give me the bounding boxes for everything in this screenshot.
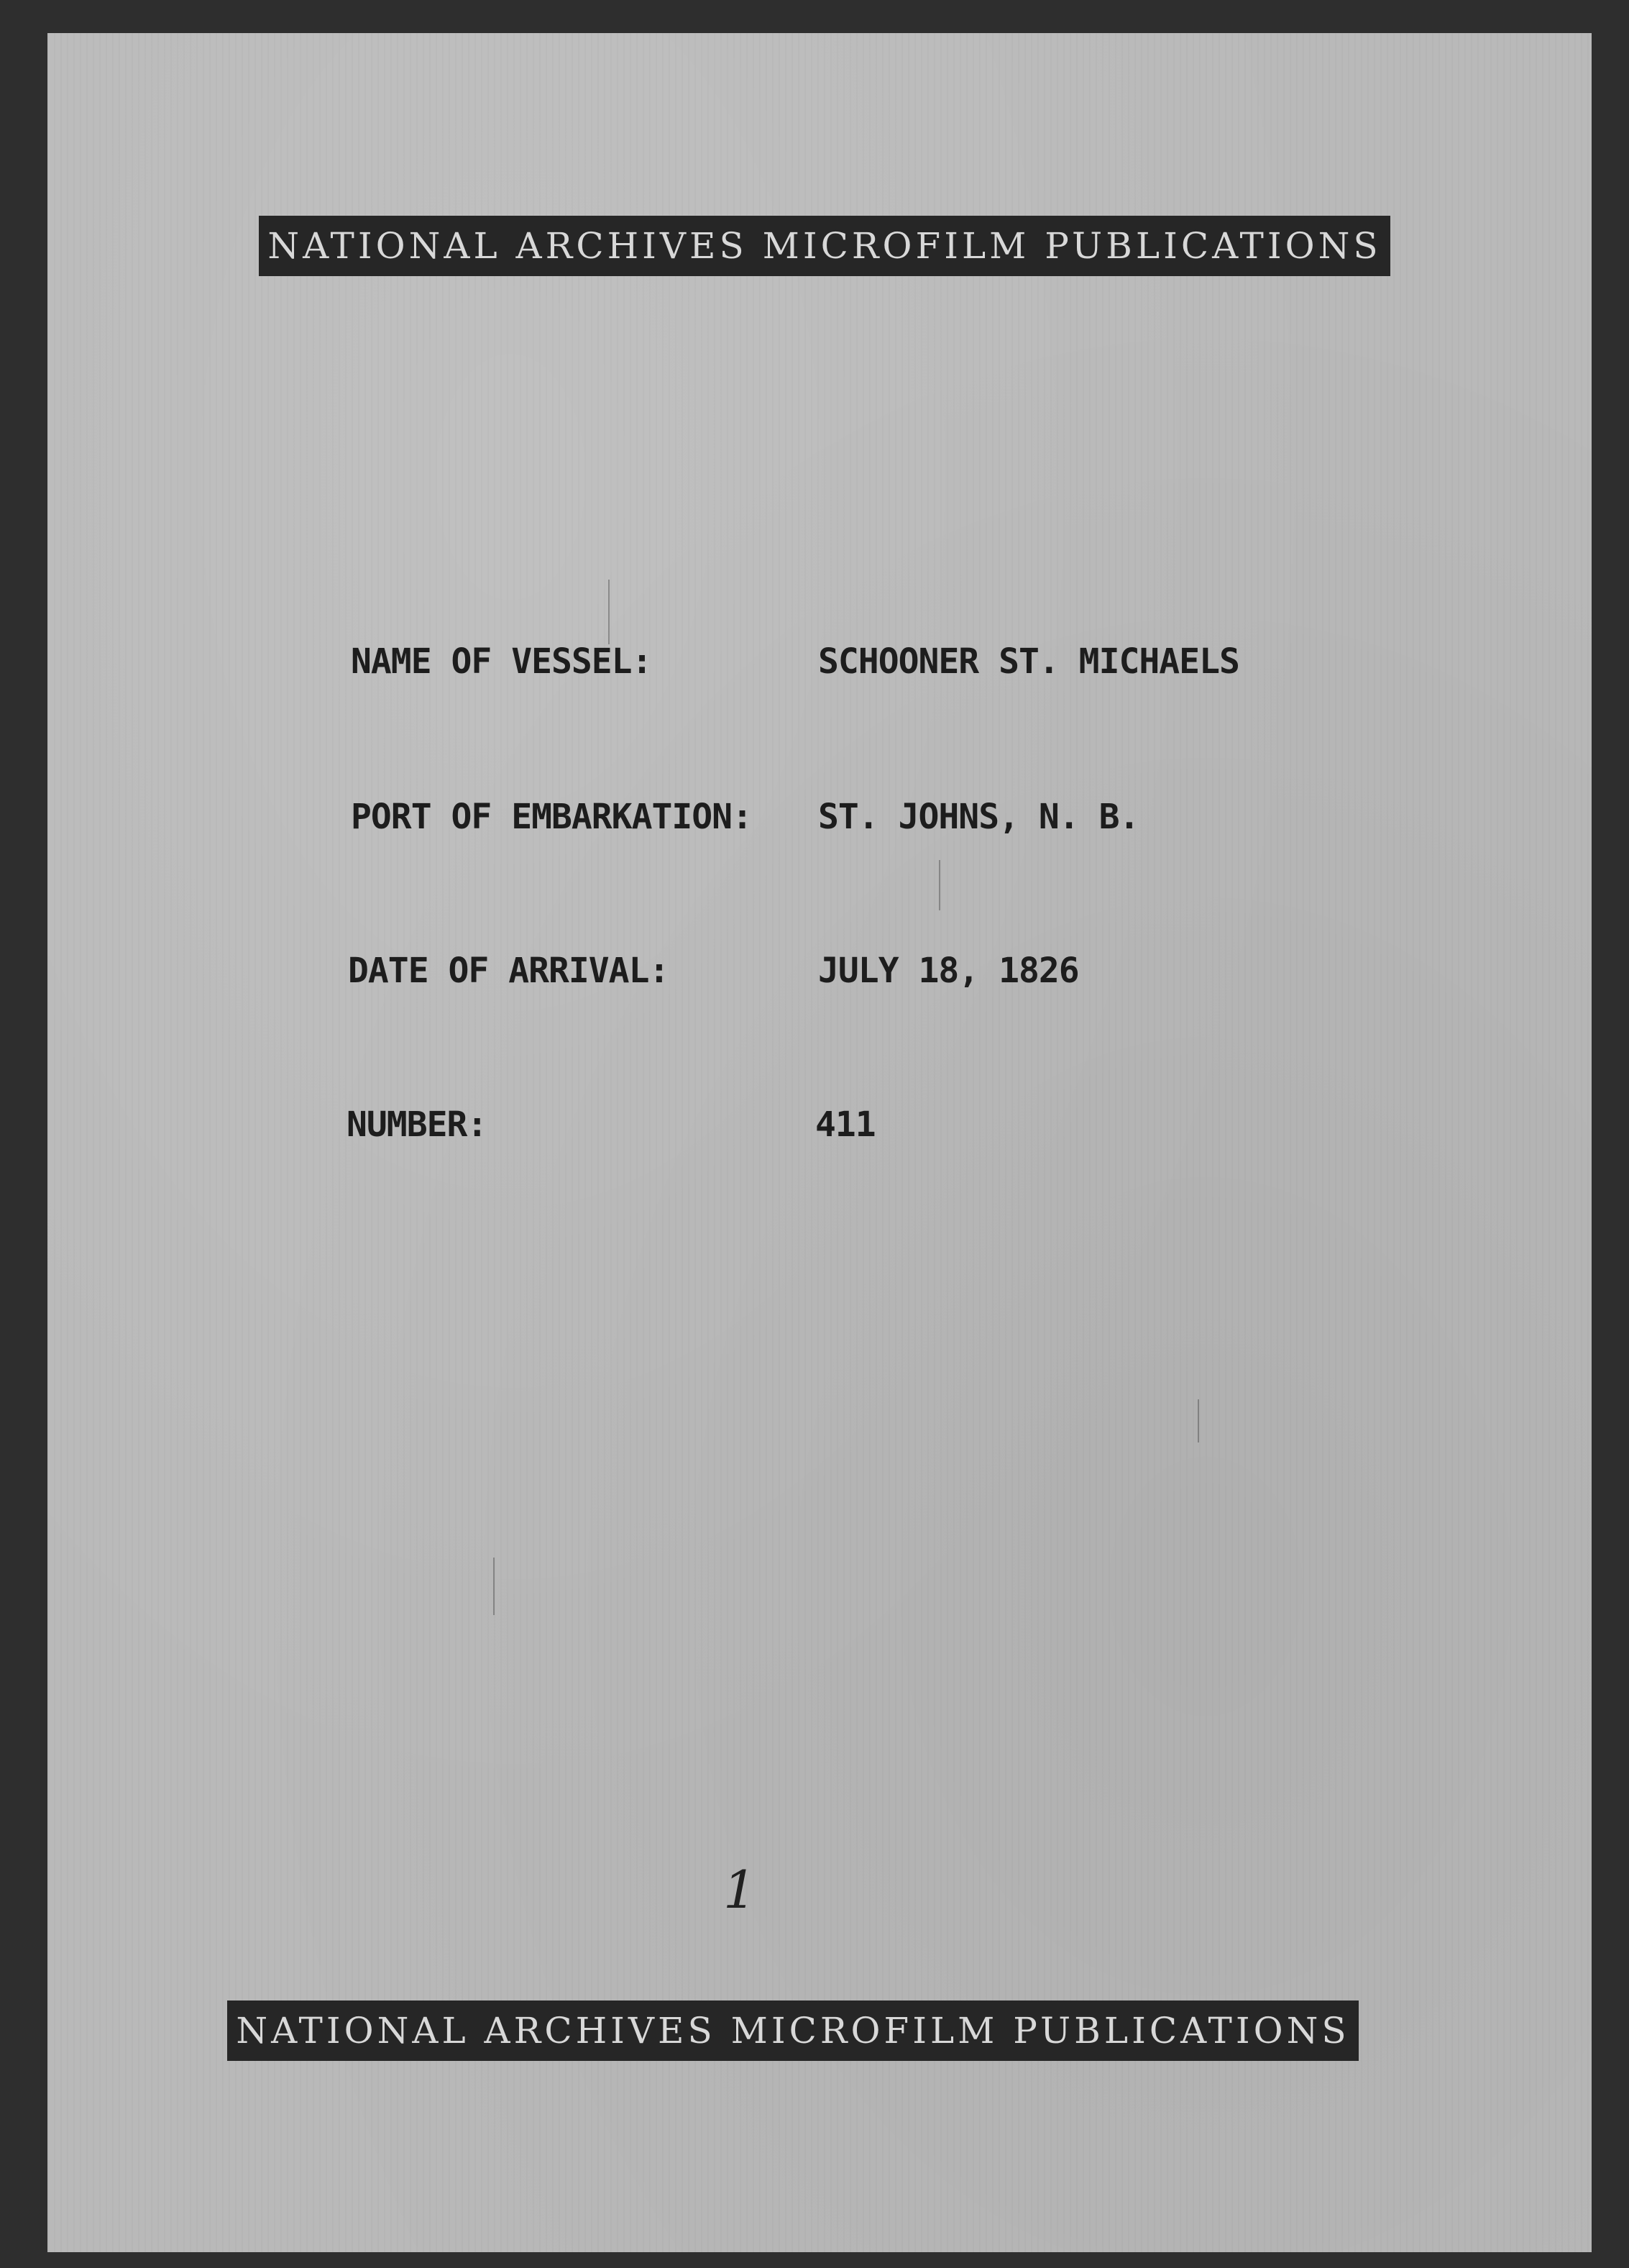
film-scratch [1198, 1399, 1199, 1442]
footer-banner: NATIONAL ARCHIVES MICROFILM PUBLICATIONS [227, 2000, 1359, 2061]
film-scratch [608, 580, 610, 644]
port-label: PORT OF EMBARKATION: [351, 797, 752, 837]
port-value: ST. JOHNS, N. B. [818, 797, 1139, 837]
vessel-label: NAME OF VESSEL: [351, 641, 652, 682]
arrival-date-value: JULY 18, 1826 [818, 951, 1079, 991]
film-scratch [493, 1558, 495, 1615]
header-banner: NATIONAL ARCHIVES MICROFILM PUBLICATIONS [259, 216, 1390, 276]
arrival-date-label: DATE OF ARRIVAL: [348, 951, 669, 991]
vessel-value: SCHOONER ST. MICHAELS [818, 641, 1239, 682]
film-scratch [939, 860, 940, 910]
number-label: NUMBER: [347, 1105, 487, 1145]
number-value: 411 [815, 1105, 876, 1145]
document-sheet [47, 33, 1592, 2252]
handwritten-mark: 1 [723, 1860, 756, 1920]
